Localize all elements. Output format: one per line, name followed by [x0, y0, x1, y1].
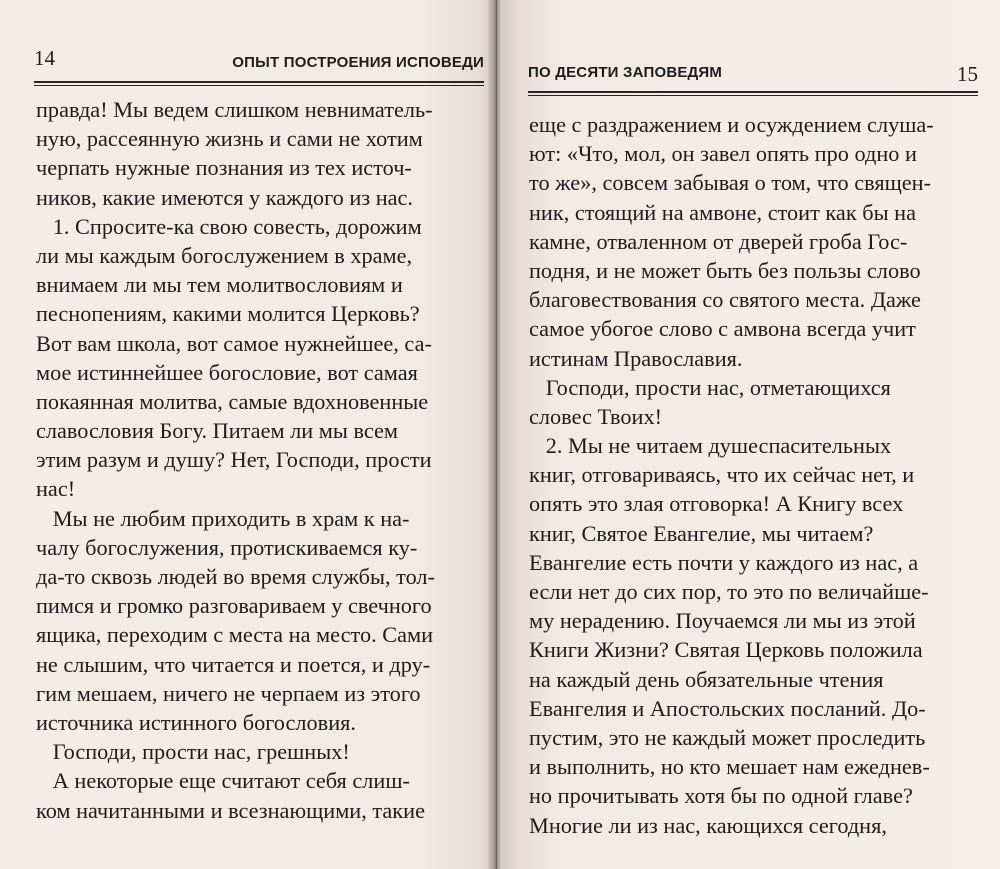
text-line: Евангелия и Апостольских посланий. До-: [529, 695, 926, 721]
text-line: нас!: [36, 476, 76, 502]
text-line: пустим, это не каждый может проследить: [529, 724, 926, 750]
right-running-head: ПО ДЕСЯТИ ЗАПОВЕДЯМ: [528, 64, 723, 81]
text-line: правда! Мы ведем слишком невниматель-: [36, 97, 433, 122]
text-line: опять это злая отговорка! А Книгу всех: [529, 491, 904, 517]
text-line: этим разум и душу? Нет, Господи, прости: [36, 447, 432, 473]
text-line: Книги Жизни? Святая Церковь положила: [529, 637, 923, 663]
left-page-number: 14: [34, 46, 55, 70]
text-line: пимся и громко разговариваем у свечного: [36, 593, 432, 619]
text-line: внимаем ли мы тем молитвословиям и: [36, 272, 403, 298]
left-page-header: [34, 40, 484, 80]
text-line: книг, отговариваясь, что их сейчас нет, и: [529, 462, 915, 488]
text-line: самое убогое слово с амвона всегда учит: [529, 316, 916, 342]
left-header-rule: [34, 81, 484, 86]
text-line: благовествования со святого места. Даже: [529, 287, 921, 313]
text-line: подня, и не может быть без пользы слово: [529, 257, 921, 283]
text-line: покаянная молитва, самые вдохновенные: [36, 388, 429, 414]
text-line: чалу богослужения, протискиваемся ку-: [36, 534, 418, 560]
text-line: 1. Спросите-ка свою совесть, дорожим: [36, 213, 422, 239]
text-line: ную, рассеянную жизнь и сами не хотим: [36, 126, 423, 152]
text-line: словес Твоих!: [529, 403, 663, 429]
text-line: Многие ли из нас, кающихся сегодня,: [529, 812, 887, 838]
text-line: да-то сквозь людей во время службы, тол-: [36, 564, 435, 589]
text-line: на каждый день обязательные чтения: [529, 666, 884, 692]
text-line: то же», совсем забывая о том, что священ-: [529, 170, 932, 196]
text-line: мое истиннейшее богословие, вот самая: [36, 359, 418, 385]
text-line: гим мешаем, ничего не черпаем из этого: [36, 680, 421, 706]
text-line: ник, стоящий на амвоне, стоит как бы на: [529, 199, 916, 225]
text-line: му нерадению. Поучаемся ли мы из этой: [529, 608, 916, 634]
text-line: ников, какие имеются у каждого из нас.: [36, 184, 413, 210]
text-line: еще с раздражением и осуждением слуша-: [529, 112, 934, 137]
text-line: славословия Богу. Питаем ли мы всем: [36, 418, 399, 444]
right-header-rule: [528, 91, 978, 96]
text-line: Вот вам школа, вот самое нужнейшее, са-: [36, 330, 432, 356]
left-page: [0, 0, 492, 869]
text-line: но прочитывать хотя бы по одной главе?: [529, 783, 913, 809]
text-line: ком начитанными и всезнающими, такие: [36, 797, 425, 823]
right-page-header: [528, 40, 978, 86]
text-line: камне, отваленном от дверей гроба Гос-: [529, 228, 908, 254]
text-line: Евангелие есть почти у каждого из нас, а: [529, 549, 919, 575]
text-line: А некоторые еще считают себя слиш-: [36, 768, 410, 794]
text-line: песнопениям, какими молится Церковь?: [36, 301, 420, 327]
text-line: не слышим, что читается и поется, и дру-: [36, 651, 431, 677]
right-page-text: [529, 110, 934, 840]
text-line: истинам Православия.: [529, 345, 743, 371]
text-line: если нет до сих пор, то это по величайше-: [529, 579, 929, 604]
text-line: ящика, переходим с места на место. Сами: [36, 622, 434, 648]
right-page-number: 15: [957, 62, 978, 86]
text-line: книг, Святое Евангелие, мы читаем?: [529, 520, 874, 546]
text-line: и выполнить, но кто мешает нам ежеднев-: [529, 754, 930, 780]
text-line: 2. Мы не читаем душеспасительных: [529, 433, 892, 459]
left-page-text: [36, 95, 435, 825]
text-line: Господи, прости нас, отметающихся: [529, 374, 891, 400]
left-running-head: ОПЫТ ПОСТРОЕНИЯ ИСПОВЕДИ: [232, 54, 484, 71]
text-line: Мы не любим приходить в храм к на-: [36, 505, 410, 531]
right-page: [500, 0, 1000, 869]
text-line: источника истинного богословия.: [36, 709, 356, 735]
text-line: ли мы каждым богослужением в храме,: [36, 242, 413, 268]
text-line: черпать нужные познания из тех источ-: [36, 155, 412, 181]
text-line: Господи, прости нас, грешных!: [36, 739, 350, 765]
text-line: ют: «Что, мол, он завел опять про одно и: [529, 141, 917, 167]
